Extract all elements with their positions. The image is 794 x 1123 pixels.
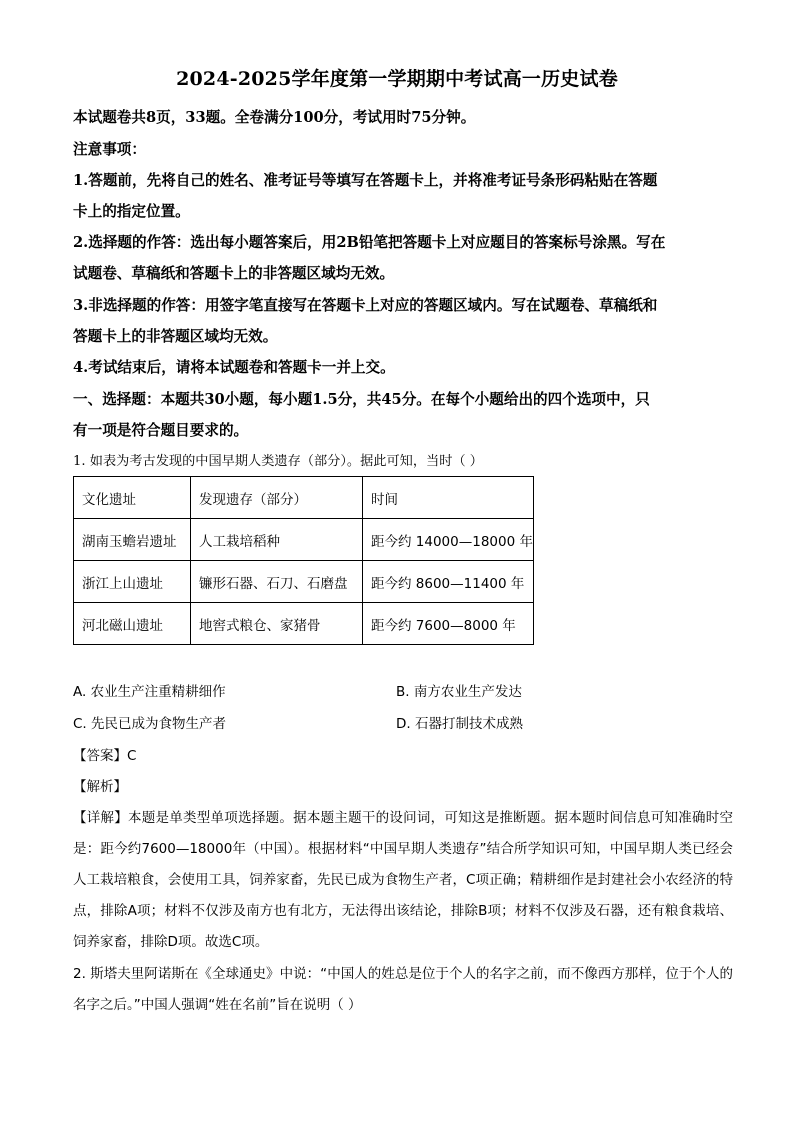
notice-item-1: 1.答题前，先将自己的姓名、准考证号等填写在答题卡上，并将准考证号条形码粘贴在答题 [73,172,658,189]
page-title: 2024-2025学年度第一学期期中考试高一历史试卷 [176,68,618,90]
option-b: B. 南方农业生产发达 [396,684,522,700]
section-heading-cont: 有一项是符合题目要求的。 [73,422,249,439]
notice-heading: 注意事项： [73,141,146,158]
table-cell: 浙江上山遗址 [74,561,191,603]
table-cell: 距今约 14000—18000 年 [363,519,534,561]
table-row [74,519,534,561]
table-header: 发现遗存（部分） [191,477,363,519]
table-row [74,561,534,603]
notice-item-2-cont: 试题卷、草稿纸和答题卡上的非答题区域均无效。 [73,265,395,282]
answer-label: 【答案】C [73,748,137,764]
intro-line: 本试题卷共8页，33题。全卷满分100分，考试用时75分钟。 [73,109,476,126]
notice-item-1-cont: 卡上的指定位置。 [73,203,190,220]
table-row [74,603,534,645]
notice-item-4: 4.考试结束后，请将本试题卷和答题卡一并上交。 [73,359,395,376]
table-cell: 河北磁山遗址 [74,603,191,645]
table-header-row [74,477,534,519]
question-2-stem: 2. 斯塔夫里阿诺斯在《全球通史》中说：“中国人的姓总是位于个人的名字之前，而不像西方那样，位于个人的名字之后。”中国人强调“姓在名前”旨在说明（ ） [73,966,733,1013]
detail-paragraph: 【详解】本题是单类型单项选择题。据本题主题干的设问词，可知这是推断题。据本题时间信息可知准确时空是：距今约7600—18000年（中国）。根据材料“中国早期人类遗存”结合所学知识可知，中国早期人类已经会人工栽培粮食，会使用工具，饲养家畜，先民已成为食物生产者，C项正确；精耕细作是封建社会小农经济的特点，排除A项；材料不仅涉及南方也有北方，无法得出该结论，排除B项；材料不仅涉及石器，还有粮食栽培、饲养家畜，排除D项。故选C项。 [73,810,733,950]
section-heading: 一、选择题：本题共30小题，每小题1.5分，共45分。在每个小题给出的四个选项中，只 [73,391,650,408]
table-cell: 人工栽培稻种 [191,519,363,561]
analysis-label: 【解析】 [73,779,127,795]
notice-item-2: 2.选择题的作答：选出每小题答案后，用2B铅笔把答题卡上对应题目的答案标号涂黑。写在 [73,234,666,251]
table-header: 时间 [363,477,534,519]
notice-item-3: 3.非选择题的作答：用签字笔直接写在答题卡上对应的答题区域内。写在试题卷、草稿纸和 [73,297,658,314]
table-cell: 镰形石器、石刀、石磨盘 [191,561,363,603]
table-cell: 地窖式粮仓、家猪骨 [191,603,363,645]
option-c: C. 先民已成为食物生产者 [73,716,227,732]
notice-item-3-cont: 答题卡上的非答题区域均无效。 [73,328,278,345]
option-a: A. 农业生产注重精耕细作 [73,684,226,700]
table-cell: 距今约 8600—11400 年 [363,561,534,603]
table-cell: 距今约 7600—8000 年 [363,603,534,645]
option-d: D. 石器打制技术成熟 [396,716,523,732]
table-header: 文化遗址 [74,477,191,519]
archaeology-table [73,476,534,645]
table-cell: 湖南玉蟾岩遗址 [74,519,191,561]
question-1-stem: 1. 如表为考古发现的中国早期人类遗存（部分）。据此可知，当时（ ） [73,454,483,469]
